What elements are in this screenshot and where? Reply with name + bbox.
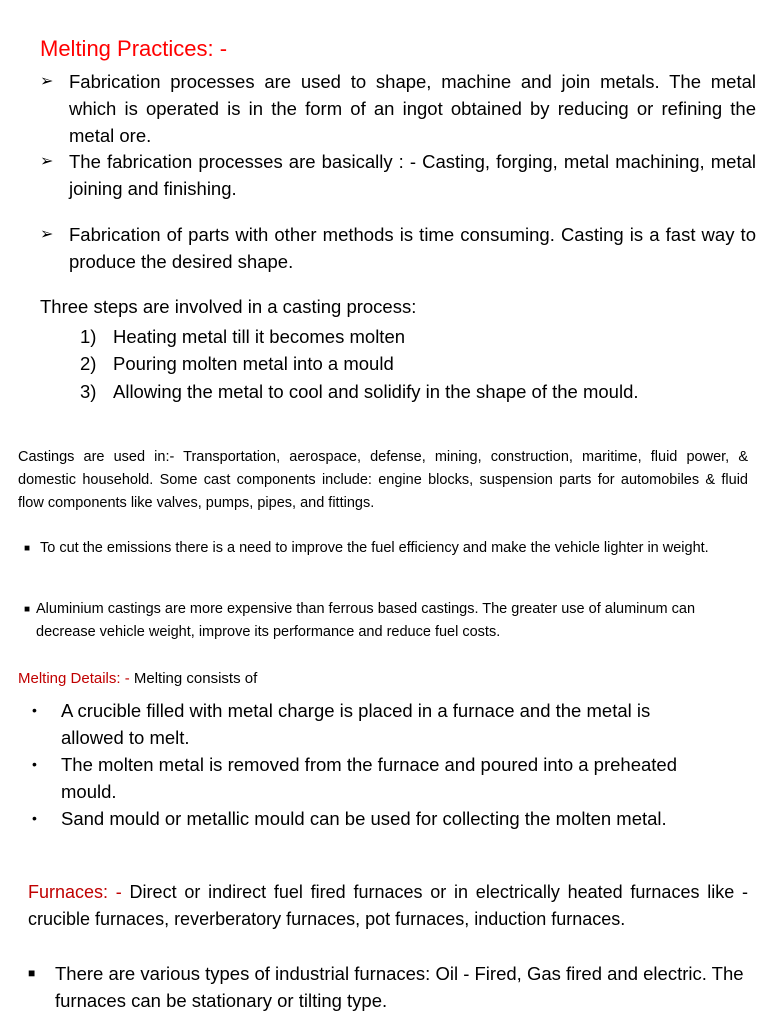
step-number: 1)	[80, 326, 97, 347]
step-number: 3)	[80, 381, 97, 402]
bullet-emissions	[18, 537, 748, 560]
dot-bullet-icon: •	[32, 810, 37, 826]
square-bullet-icon: ■	[28, 966, 36, 980]
melting-details-label: Melting Details: -	[18, 670, 130, 687]
bullet-text: The molten metal is removed from the furnace and poured into a preheated mould.	[61, 754, 677, 802]
bullet-fabrication-types	[40, 148, 756, 202]
bullet-text: Aluminium castings are more expensive than ferrous based castings. The greater use of aluminum can decrease vehicle weight, improve its performance and reduce fuel costs.	[36, 601, 696, 640]
step-text: Pouring molten metal into a mould	[113, 353, 394, 374]
bullet-text: There are various types of industrial furnaces: Oil - Fired, Gas fired and electric. The furnaces can be stationary or tilting type.	[55, 963, 744, 1011]
step-number: 2)	[80, 353, 97, 374]
step-item	[80, 350, 394, 377]
bullet-text: Sand mould or metallic mould can be used for collecting the molten metal.	[61, 808, 667, 829]
bullet-text: The fabrication processes are basically : - Casting, forging, metal machining, metal joining and finishing.	[69, 151, 756, 199]
melting-details-line	[18, 668, 257, 690]
bullet-sand-mould	[32, 805, 712, 832]
arrow-bullet-icon: ➢	[40, 226, 54, 243]
bullet-aluminium-castings	[18, 598, 748, 644]
bullet-text: A crucible filled with metal charge is placed in a furnace and the metal is allowed to melt.	[61, 700, 651, 748]
step-text: Allowing the metal to cool and solidify in the shape of the mould.	[113, 381, 639, 402]
furnaces-paragraph	[28, 879, 748, 933]
square-bullet-icon: ■	[23, 604, 31, 615]
bullet-fabrication-processes	[40, 68, 756, 149]
bullet-industrial-furnaces	[28, 960, 758, 1014]
bullet-casting-fast	[40, 221, 756, 275]
arrow-bullet-icon: ➢	[40, 153, 54, 170]
step-item	[80, 323, 405, 350]
furnaces-label: Furnaces: -	[28, 882, 122, 902]
step-item	[80, 378, 639, 405]
dot-bullet-icon: •	[32, 702, 37, 718]
furnaces-text: Direct or indirect fuel fired furnaces or in electrically heated furnaces like - crucible furnaces, reverberatory furnaces, pot furnaces, induction furnaces.	[28, 882, 748, 929]
bullet-crucible	[32, 697, 712, 751]
castings-uses-paragraph: Castings are used in:- Transportation, aerospace, defense, mining, construction, maritime, fluid power, & domestic household. Some cast components include: engine blocks, suspension parts for automobiles & fluid flow components like valves, pumps, pipes, and fittings.	[18, 449, 748, 511]
bullet-text: Fabrication processes are used to shape, machine and join metals. The metal which is operated is in the form of an ingot obtained by reducing or refining the metal ore.	[69, 71, 756, 146]
bullet-text: To cut the emissions there is a need to improve the fuel efficiency and make the vehicle lighter in weight.	[40, 540, 709, 556]
section-title-melting-practices: Melting Practices: -	[40, 36, 228, 61]
dot-bullet-icon: •	[32, 756, 37, 772]
step-text: Heating metal till it becomes molten	[113, 326, 406, 347]
steps-intro: Three steps are involved in a casting process:	[40, 296, 417, 317]
square-bullet-icon: ■	[23, 543, 31, 554]
bullet-molten-removed	[32, 751, 712, 805]
bullet-text: Fabrication of parts with other methods is time consuming. Casting is a fast way to produce the desired shape.	[69, 224, 756, 272]
arrow-bullet-icon: ➢	[40, 73, 54, 90]
melting-details-intro: Melting consists of	[129, 670, 258, 687]
